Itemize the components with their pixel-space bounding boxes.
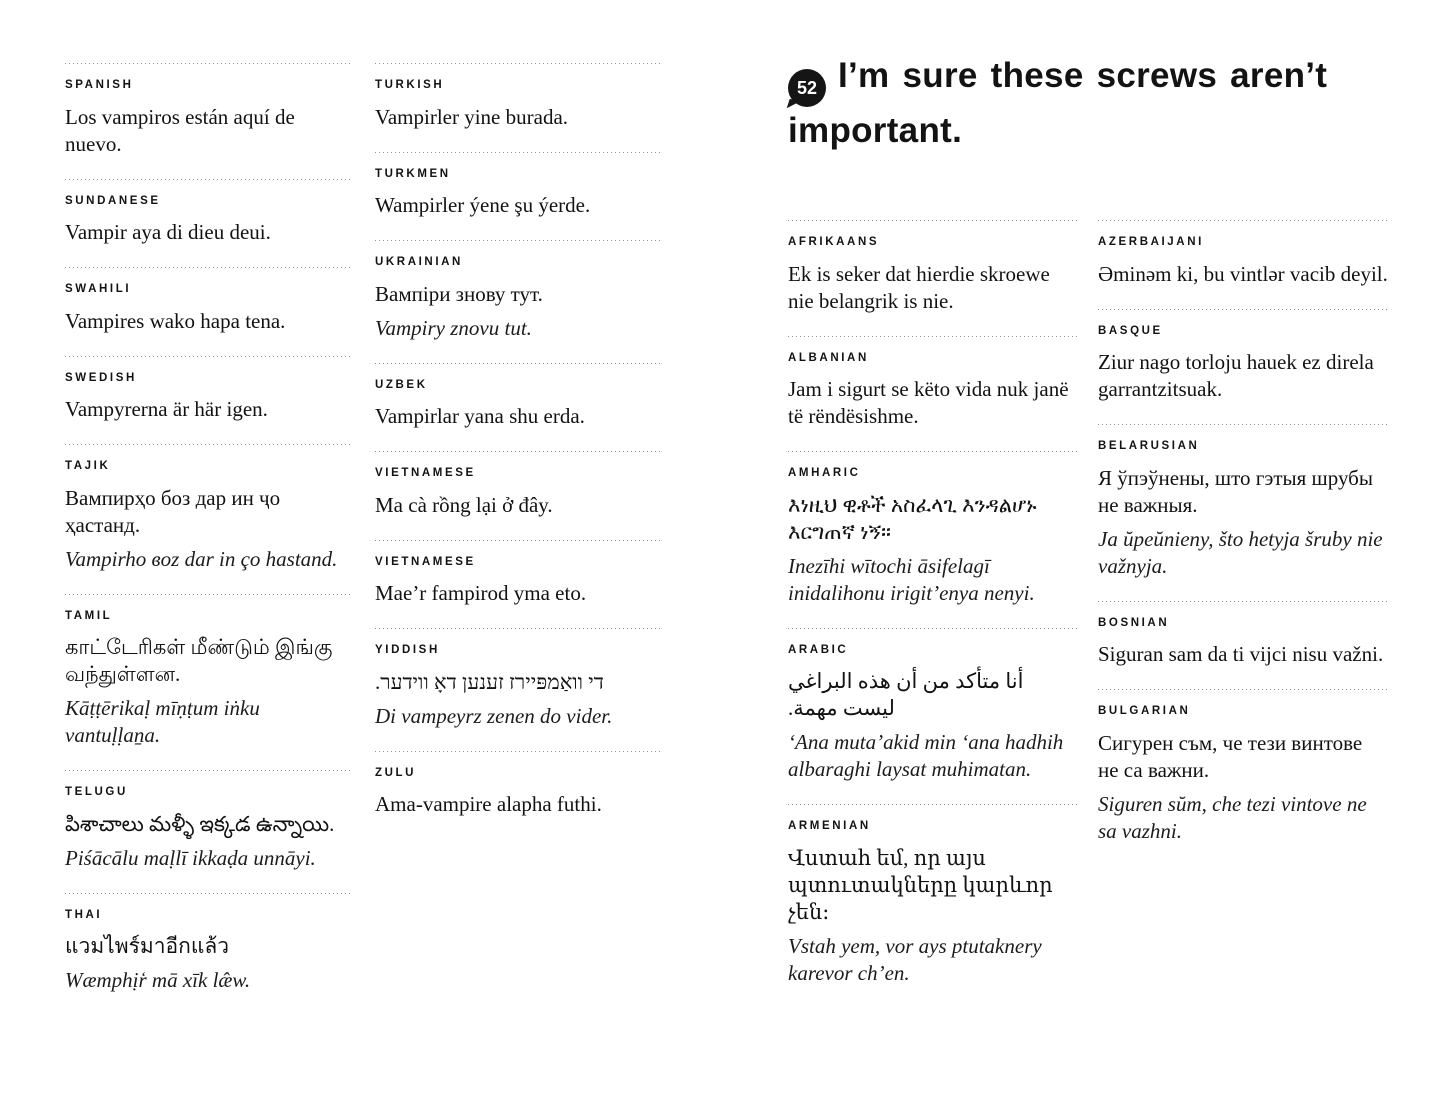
entry-bulgarian	[1098, 689, 1388, 866]
phrase-text: Ziur nago torloju hauek ez direla garrantzitsuak.	[1098, 350, 1374, 401]
language-label: UZBEK	[375, 378, 428, 391]
entry-number: 52	[796, 78, 818, 98]
language-label: BULGARIAN	[1098, 705, 1191, 717]
entry-belarusian	[1098, 424, 1388, 601]
transliteration-text: Vampirho вoz dar in ço hastand.	[65, 546, 338, 571]
language-label: THAI	[65, 908, 103, 921]
transliteration-text: Di vampeyrz zenen do vider.	[375, 703, 613, 728]
language-label: VIETNAMESE	[375, 555, 476, 568]
phrase-text: పిశాచాలు మళ్ళీ ఇక్కడ ఉన్నాయి.	[65, 811, 335, 836]
left-page-column-1	[65, 63, 351, 1015]
entry-amharic	[788, 451, 1078, 628]
language-label: TAJIK	[65, 460, 111, 472]
transliteration-text: Wæmphịr̒ mā xīk læ̂w.	[65, 968, 251, 992]
entry-zulu	[375, 751, 661, 840]
transliteration-text: Vampiry znovu tut.	[375, 315, 532, 340]
transliteration-text: Kāṭṭērikaḷ mīṇṭum iṅku vantuḷḷaṉa.	[65, 696, 260, 747]
phrase-text: Mae’r fampirod yma eto.	[375, 581, 587, 605]
right-page-column-2	[1098, 220, 1388, 866]
entry-vietnamese-1	[375, 451, 661, 540]
phrase-text: Vampires wako hapa tena.	[65, 308, 286, 333]
entry-ukrainian	[375, 240, 661, 363]
phrase-text: Ma cà rồng lại ở đây.	[375, 492, 553, 517]
language-label: SWAHILI	[65, 283, 132, 295]
phrase-text: Siguran sam da ti vijci nisu važni.	[1098, 642, 1384, 666]
phrase-text: Вампіри знову тут.	[375, 281, 543, 306]
phrase-text: Ek is seker dat hierdie skroewe nie belangrik is nie.	[788, 261, 1050, 313]
phrase-text: Я ўпэўнены, што гэтыя шрубы не важныя.	[1098, 465, 1373, 517]
phrase-text: Вампирҳо боз дар ин ҷо ҳастанд.	[65, 485, 281, 537]
language-label: SWEDISH	[65, 371, 137, 384]
transliteration-text: ‘Ana muta’akid min ‘ana hadhih albaraghi laysat muhimatan.	[788, 730, 1064, 781]
language-label: TURKISH	[375, 79, 445, 91]
entry-albanian	[788, 336, 1078, 452]
phrase-text: Jam i sigurt se këto vida nuk janë të rëndësishme.	[788, 377, 1069, 428]
entry-afrikaans	[788, 220, 1078, 336]
transliteration-text: Vstah yem, vor ays ptutaknery karevor ch’en.	[788, 933, 1042, 985]
language-label: VIETNAMESE	[375, 467, 476, 479]
right-page-column-1	[788, 220, 1078, 1008]
phrase-text: காட்டேரிகள் மீண்டும் இங்கு வந்துள்ளன.	[65, 635, 333, 686]
language-label: ARABIC	[788, 643, 849, 656]
language-label: UKRAINIAN	[375, 256, 463, 268]
language-label: ARMENIAN	[788, 820, 871, 832]
phrase-text: Los vampiros están aquí de nuevo.	[65, 104, 295, 156]
entry-turkmen	[375, 152, 661, 241]
language-label: TELUGU	[65, 786, 128, 798]
phrase-text: די וואַמפּיירז זענען דאָ ווידער.	[375, 669, 604, 694]
phrase-text: أنا متأكد من أن هذه البراغي ليست مهمة.	[788, 669, 1024, 720]
transliteration-text: Piśācālu maḷlī ikkaḍa unnāyi.	[65, 845, 316, 870]
language-label: TURKMEN	[375, 167, 451, 180]
entry-tamil	[65, 594, 351, 771]
entry-swahili	[65, 267, 351, 356]
transliteration-text: Siguren sŭm, che tezi vintove ne sa vazhni.	[1098, 791, 1367, 843]
language-label: AZERBAIJANI	[1098, 236, 1204, 248]
entry-sundanese	[65, 179, 351, 268]
entry-vietnamese-2	[375, 540, 661, 629]
phrase-text: Վստահ եմ, որ այս պտուտակները կարևոր չեն։	[788, 845, 1053, 924]
language-label: YIDDISH	[375, 644, 440, 656]
entry-swedish	[65, 356, 351, 445]
left-page-column-2	[375, 63, 661, 839]
phrase-text: Vampirlar yana shu erda.	[375, 404, 585, 428]
phrase-text: Ama-vampire alapha futhi.	[375, 792, 602, 816]
entry-bosnian	[1098, 601, 1388, 690]
language-label: ALBANIAN	[788, 351, 869, 364]
page-header	[788, 52, 1388, 155]
language-label: AMHARIC	[788, 467, 861, 479]
entry-thai	[65, 893, 351, 1016]
entry-arabic	[788, 628, 1078, 805]
entry-telugu	[65, 770, 351, 893]
language-label: SPANISH	[65, 79, 134, 91]
entry-armenian	[788, 804, 1078, 1008]
entry-number-badge	[788, 69, 826, 107]
language-label: BOSNIAN	[1098, 616, 1170, 629]
language-label: BELARUSIAN	[1098, 440, 1200, 452]
phrase-text: Əminəm ki, bu vintlər vacib deyil.	[1098, 261, 1388, 286]
transliteration-text: Ja ŭpeŭnieny, što hetyja šruby nie važnyja.	[1098, 526, 1383, 578]
entry-yiddish	[375, 628, 661, 751]
entry-azerbaijani	[1098, 220, 1388, 309]
entry-tajik	[65, 444, 351, 594]
phrase-text: Vampir aya di dieu deui.	[65, 220, 271, 244]
language-label: BASQUE	[1098, 324, 1163, 337]
page-title	[788, 52, 1388, 155]
entry-spanish	[65, 63, 351, 179]
phrase-text: Сигурен съм, че тези винтове не са важни.	[1098, 730, 1363, 782]
entry-uzbek	[375, 363, 661, 452]
phrase-text: እነዚህ ዊቶች አስፈላጊ እንዳልሆኑ እርግጠኛ ነኝ።	[788, 492, 1037, 544]
language-label: TAMIL	[65, 609, 113, 622]
phrase-text: Vampirler yine burada.	[375, 104, 569, 129]
language-label: ZULU	[375, 766, 417, 779]
phrase-text: Wampirler ýene şu ýerde.	[375, 193, 591, 217]
page-title-text: I’m sure these screws aren’t important.	[788, 56, 1328, 150]
entry-turkish	[375, 63, 661, 152]
language-label: SUNDANESE	[65, 194, 161, 207]
language-label: AFRIKAANS	[788, 236, 880, 248]
entry-basque	[1098, 309, 1388, 425]
transliteration-text: Inezīhi wītochi āsifelagī inidalihonu irigit’enya nenyi.	[788, 553, 1035, 605]
phrase-text: Vampyrerna är här igen.	[65, 397, 268, 421]
phrase-text: แวมไพร์มาอีกแล้ว	[65, 934, 230, 958]
